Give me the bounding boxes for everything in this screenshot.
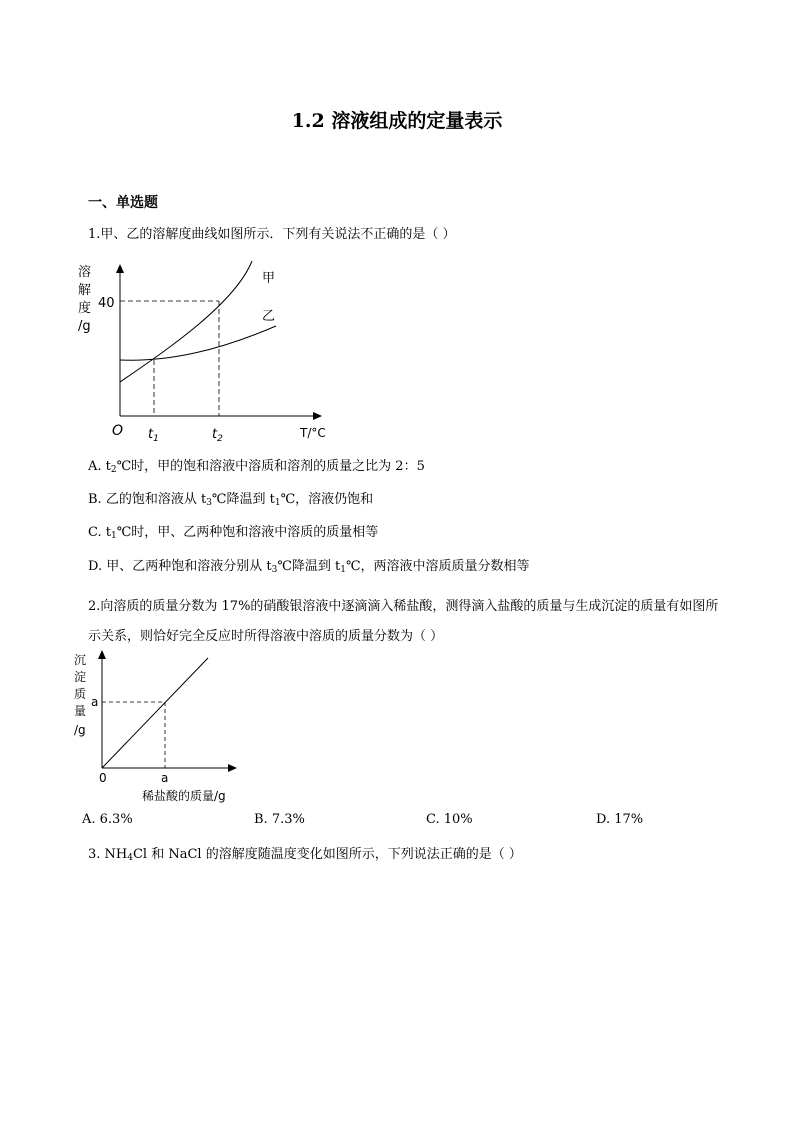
question-2-option-a: A. 6.3% xyxy=(82,812,133,827)
t2-label: $t_2$ xyxy=(212,427,223,444)
question-1-option-a: A. $t_2℃$时，甲的饱和溶液中溶质和溶剂的质量之比为 2：5 xyxy=(88,459,425,475)
question-1-option-c: C. $t_1℃$时，甲、乙两种饱和溶液中溶质的质量相等 xyxy=(88,525,379,541)
y-label-char-1: 溶 xyxy=(78,265,92,280)
curve-jia xyxy=(120,261,252,382)
question-1-option-b: B. 乙的饱和溶液从 $t_3℃$降温到 $t_1℃$，溶液仍饱和 xyxy=(88,492,374,508)
page-title: 1.2 溶液组成的定量表示 xyxy=(291,110,503,132)
curve-yi-label: 乙 xyxy=(262,309,276,324)
x-axis-label: T/°C xyxy=(300,426,326,440)
y-label-char-3: 质 xyxy=(74,687,87,701)
y-label-char-1: 沉 xyxy=(74,653,87,667)
curve-jia-label: 甲 xyxy=(262,271,276,286)
precipitate-mass-graph xyxy=(66,648,256,808)
t1-label: $t_1$ xyxy=(148,427,159,444)
question-2-stem: 2.向溶质的质量分数为 17%的硝酸银溶液中逐滴滴入稀盐酸，测得滴入盐酸的质量与生成沉淀的质量有如图所示关系，则恰好完全反应时所得溶液中溶质的质量分数为（ ） xyxy=(88,599,719,644)
curve-yi xyxy=(120,326,276,360)
origin-label: 0 xyxy=(99,771,107,785)
y-label-char-3: 度 xyxy=(78,301,92,316)
y-tick-40: 40 xyxy=(98,296,115,311)
x-axis-label: 稀盐酸的质量/g xyxy=(142,789,226,803)
question-1-stem: 1.甲、乙的溶解度曲线如图所示．下列有关说法不正确的是（ ） xyxy=(88,227,456,242)
y-label-char-2: 解 xyxy=(78,283,92,298)
question-2-option-d: D. 17% xyxy=(596,812,644,827)
y-label-char-4: /g xyxy=(78,319,91,334)
question-2-option-c: C. 10% xyxy=(426,812,473,827)
y-axis-arrow xyxy=(98,650,106,659)
question-3-stem: 3. $NH_4Cl$ 和 NaCl 的溶解度随温度变化如图所示，下列说法正确的是（ ） xyxy=(88,847,522,863)
x-axis-arrow xyxy=(228,764,237,772)
x-tick-a: a xyxy=(161,771,169,785)
y-axis-arrow xyxy=(116,264,124,273)
section-heading: 一、单选题 xyxy=(88,195,158,211)
x-axis-arrow xyxy=(313,412,322,420)
precipitate-line xyxy=(102,658,208,768)
y-tick-a: a xyxy=(91,695,99,709)
y-label-char-5: /g xyxy=(74,723,86,737)
solubility-curve-graph xyxy=(70,258,340,446)
question-2-option-b: B. 7.3% xyxy=(254,812,305,827)
y-label-char-2: 淀 xyxy=(74,670,87,684)
origin-label: O xyxy=(112,423,124,439)
y-label-char-4: 量 xyxy=(74,704,87,718)
question-1-option-d: D. 甲、乙两种饱和溶液分别从 $t_3℃$降温到 $t_1℃$，两溶液中溶质质量分数相等 xyxy=(88,559,530,575)
